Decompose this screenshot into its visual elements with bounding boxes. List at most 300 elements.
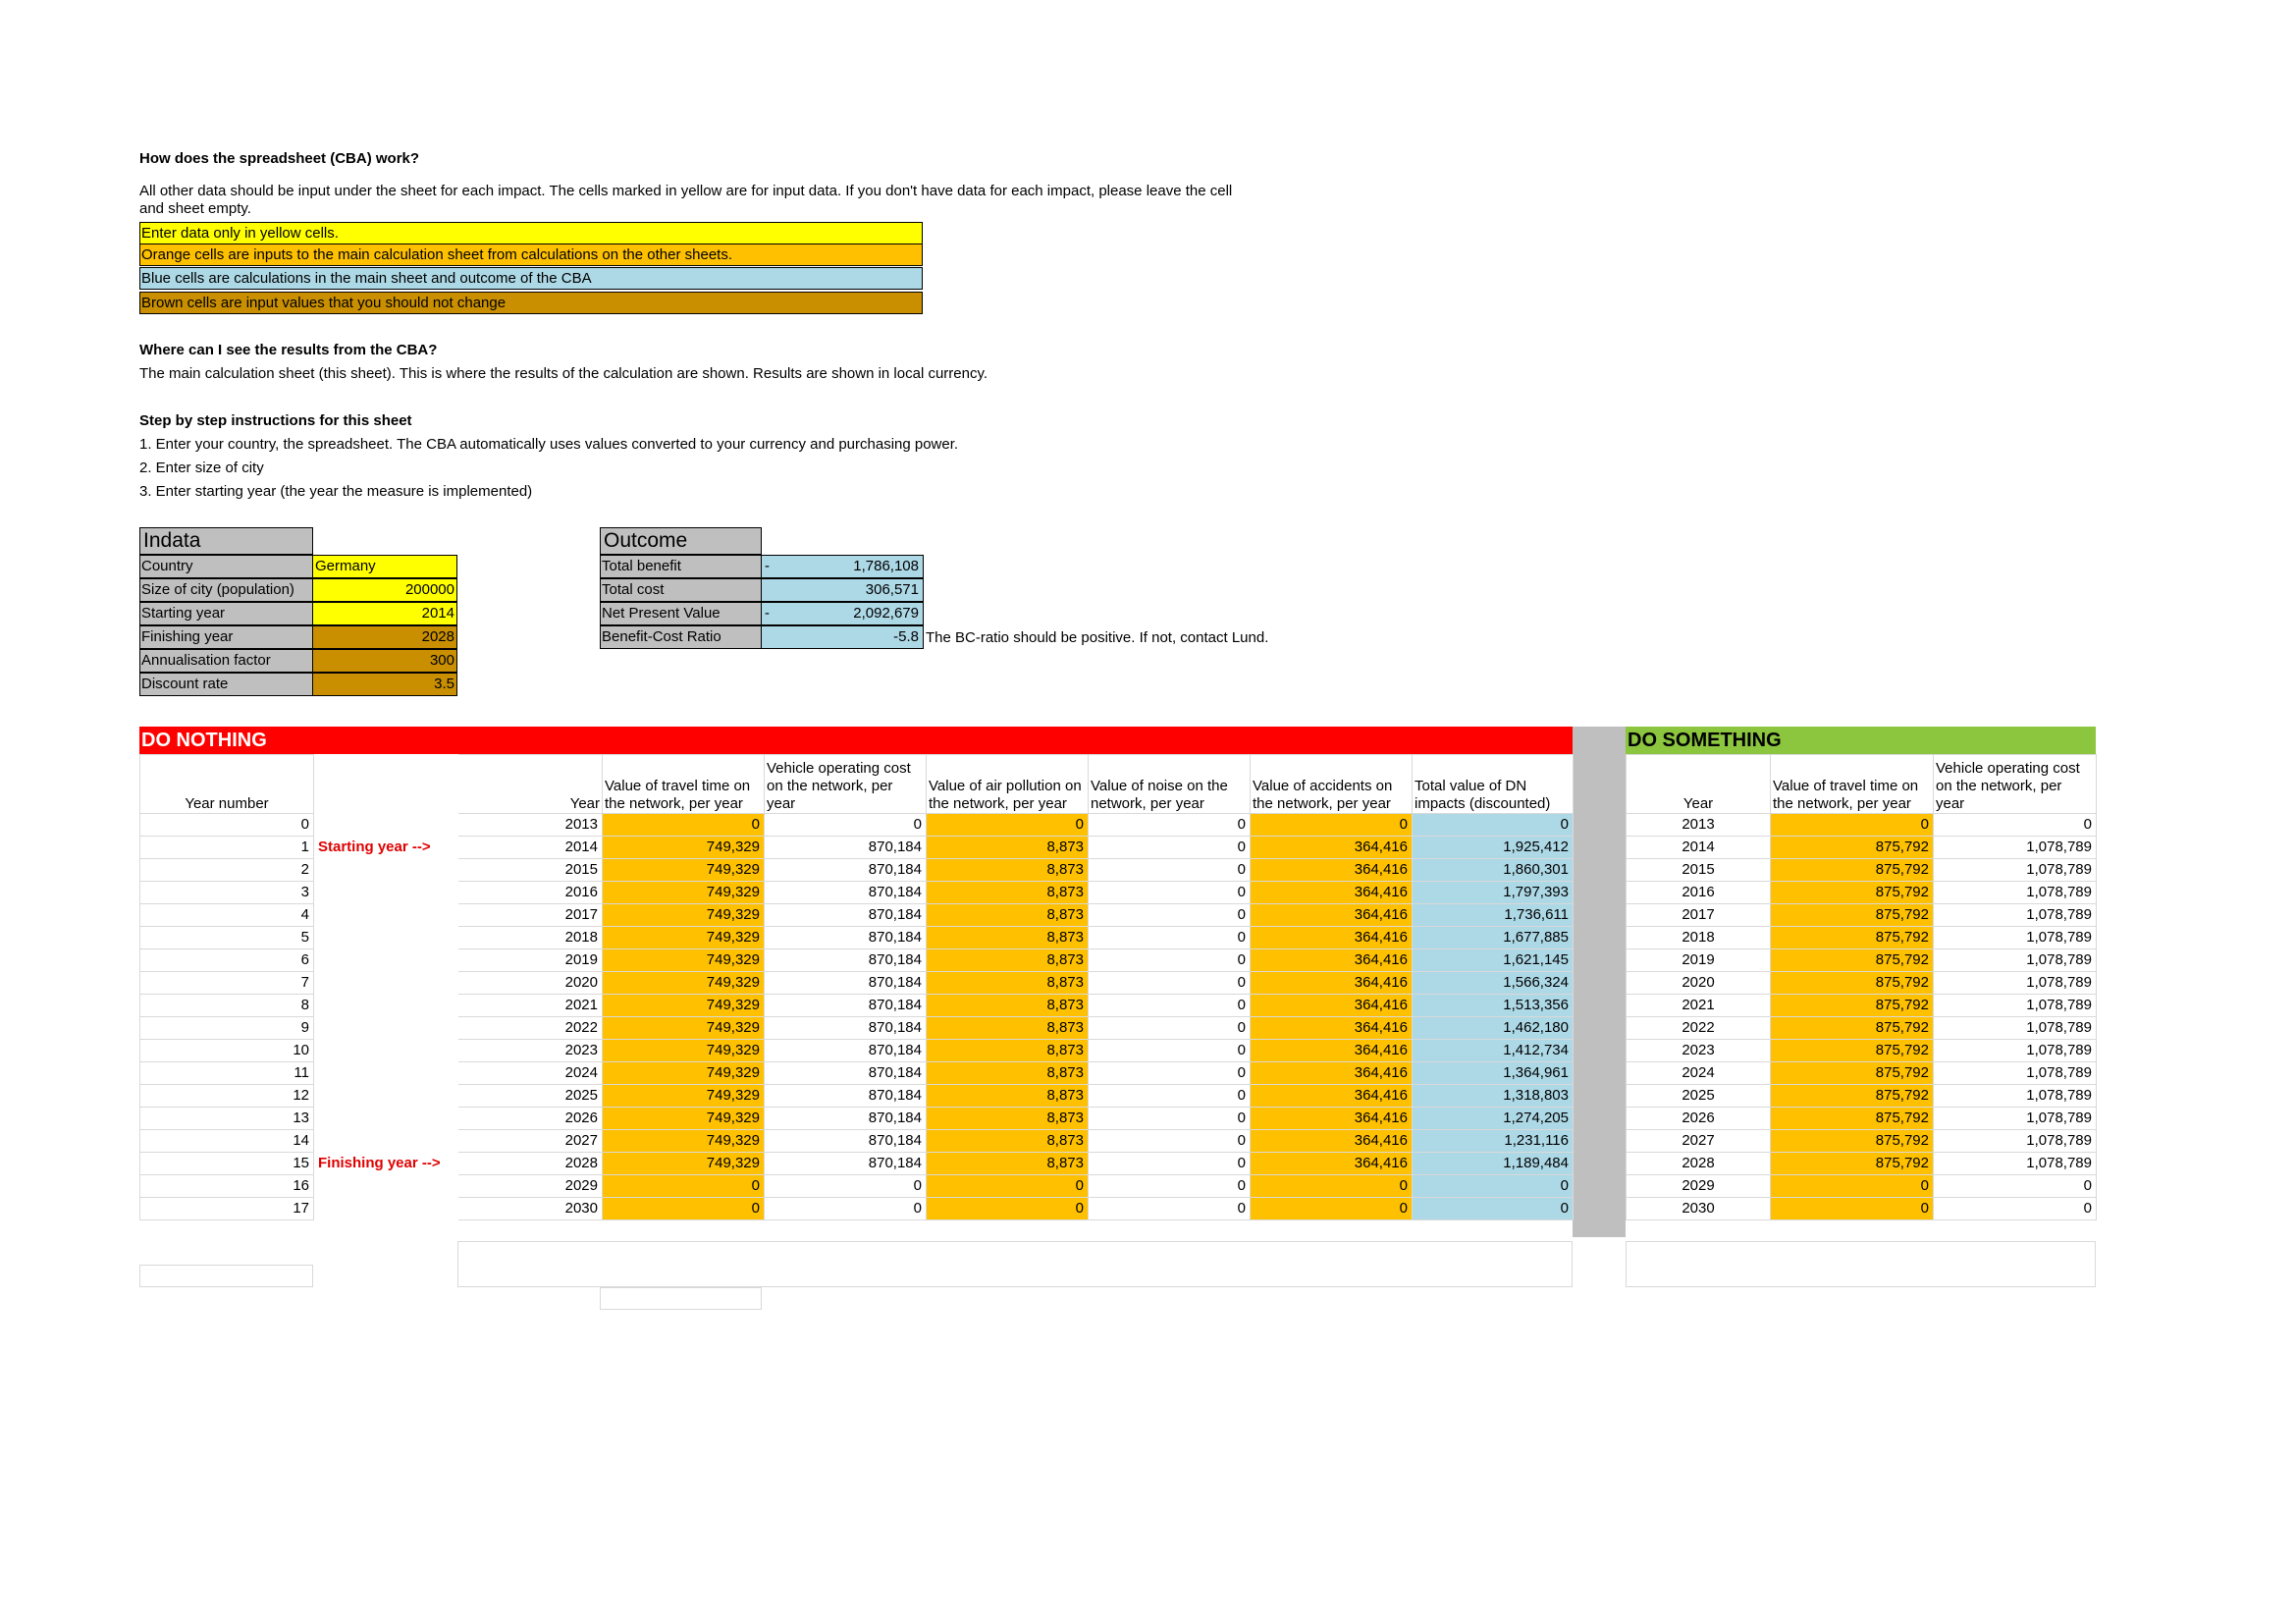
dn-noise: 0: [1089, 995, 1251, 1017]
dn-year: 2013: [458, 814, 603, 837]
do-something-banner: [1626, 727, 2096, 754]
dn-year: 2020: [458, 972, 603, 995]
outcome-number: 306,571: [865, 581, 919, 598]
dn-marker: [314, 927, 458, 949]
dn-accidents: 0: [1251, 1175, 1413, 1198]
empty-grid-area: [1626, 1241, 2096, 1287]
table-row: [140, 837, 1574, 859]
table-row: [1627, 1062, 2097, 1085]
do-nothing-banner: [139, 727, 1573, 754]
dn-year: 2029: [458, 1175, 603, 1198]
dn-noise: 0: [1089, 837, 1251, 859]
dn-travel-time: 749,329: [603, 1153, 765, 1175]
table-row: [140, 814, 1574, 837]
dn-marker: [314, 1198, 458, 1220]
legend-orange: Orange cells are inputs to the main calculation sheet from calculations on the other sheets.: [139, 244, 923, 266]
ds-travel-time: 875,792: [1771, 1040, 1934, 1062]
table-row: [140, 859, 1574, 882]
dn-total: 1,318,803: [1413, 1085, 1574, 1108]
dn-year-number: 13: [140, 1108, 314, 1130]
dn-year: 2018: [458, 927, 603, 949]
indata-title: Indata: [139, 527, 313, 555]
dn-travel-time: 0: [603, 1175, 765, 1198]
table-row: [1627, 995, 2097, 1017]
table-row: [1627, 949, 2097, 972]
dn-air-pollution: 8,873: [927, 859, 1089, 882]
ds-year: 2016: [1627, 882, 1771, 904]
ds-travel-time: 0: [1771, 1175, 1934, 1198]
dn-year-number: 8: [140, 995, 314, 1017]
header-blank: [314, 755, 458, 814]
table-row: [140, 972, 1574, 995]
do-nothing-title: DO NOTHING: [141, 730, 267, 751]
dn-travel-time: 749,329: [603, 1017, 765, 1040]
table-row: [1627, 882, 2097, 904]
table-row: [1627, 814, 2097, 837]
outcome-label: Net Present Value: [600, 602, 762, 625]
dn-vehicle-cost: 870,184: [765, 972, 927, 995]
ds-travel-time: 875,792: [1771, 1130, 1934, 1153]
ds-vehicle-cost: 1,078,789: [1934, 882, 2097, 904]
indata-label: Size of city (population): [139, 578, 313, 602]
legend-blue: Blue cells are calculations in the main sheet and outcome of the CBA: [139, 267, 923, 290]
dn-noise: 0: [1089, 1040, 1251, 1062]
dn-total: 0: [1413, 1198, 1574, 1220]
ds-vehicle-cost: 1,078,789: [1934, 1108, 2097, 1130]
indata-value: 2028: [312, 625, 457, 649]
dn-air-pollution: 8,873: [927, 995, 1089, 1017]
dn-year-number: 6: [140, 949, 314, 972]
dn-marker: [314, 1130, 458, 1153]
ds-year: 2026: [1627, 1108, 1771, 1130]
ds-year: 2027: [1627, 1130, 1771, 1153]
dn-total: 1,736,611: [1413, 904, 1574, 927]
table-row: [140, 995, 1574, 1017]
indata-label: Starting year: [139, 602, 313, 625]
dn-total: 1,462,180: [1413, 1017, 1574, 1040]
dn-vehicle-cost: 0: [765, 814, 927, 837]
ds-vehicle-cost: 1,078,789: [1934, 1040, 2097, 1062]
dn-total: 1,513,356: [1413, 995, 1574, 1017]
ds-year: 2029: [1627, 1175, 1771, 1198]
ds-vehicle-cost: 1,078,789: [1934, 1085, 2097, 1108]
dn-air-pollution: 8,873: [927, 949, 1089, 972]
ds-vehicle-cost: 1,078,789: [1934, 904, 2097, 927]
dn-travel-time: 749,329: [603, 995, 765, 1017]
ds-vehicle-cost: 1,078,789: [1934, 859, 2097, 882]
ds-travel-time: 875,792: [1771, 1062, 1934, 1085]
dn-year-number: 10: [140, 1040, 314, 1062]
ds-year: 2019: [1627, 949, 1771, 972]
dn-accidents: 364,416: [1251, 837, 1413, 859]
dn-vehicle-cost: 870,184: [765, 1153, 927, 1175]
table-row: [1627, 1175, 2097, 1198]
dn-noise: 0: [1089, 1198, 1251, 1220]
dn-year: 2030: [458, 1198, 603, 1220]
dn-noise: 0: [1089, 904, 1251, 927]
table-row: [1627, 904, 2097, 927]
dn-vehicle-cost: 870,184: [765, 837, 927, 859]
table-row: [140, 1085, 1574, 1108]
ds-year: 2023: [1627, 1040, 1771, 1062]
dn-year-number: 11: [140, 1062, 314, 1085]
dn-air-pollution: 8,873: [927, 1017, 1089, 1040]
dn-year: 2019: [458, 949, 603, 972]
table-row: [140, 1108, 1574, 1130]
dn-accidents: 364,416: [1251, 1062, 1413, 1085]
indata-label: Annualisation factor: [139, 649, 313, 673]
outcome-label: Total cost: [600, 578, 762, 602]
dn-noise: 0: [1089, 882, 1251, 904]
ds-vehicle-cost: 1,078,789: [1934, 949, 2097, 972]
dn-year-number: 16: [140, 1175, 314, 1198]
dn-accidents: 0: [1251, 1198, 1413, 1220]
dn-year-number: 5: [140, 927, 314, 949]
step-2: 2. Enter size of city: [139, 460, 264, 476]
dn-noise: 0: [1089, 1153, 1251, 1175]
ds-travel-time: 875,792: [1771, 1085, 1934, 1108]
dn-marker: [314, 882, 458, 904]
dn-year: 2025: [458, 1085, 603, 1108]
indata-value[interactable]: 2014: [312, 602, 457, 625]
dn-marker: [314, 859, 458, 882]
dn-vehicle-cost: 870,184: [765, 927, 927, 949]
indata-value: 300: [312, 649, 457, 673]
ds-vehicle-cost: 0: [1934, 1198, 2097, 1220]
dn-vehicle-cost: 870,184: [765, 1130, 927, 1153]
table-row: [140, 927, 1574, 949]
header-air-pollution: Value of air pollution on the network, per year: [927, 755, 1089, 814]
dn-year: 2023: [458, 1040, 603, 1062]
ds-travel-time: 875,792: [1771, 882, 1934, 904]
dn-marker: [314, 1040, 458, 1062]
dn-vehicle-cost: 870,184: [765, 1017, 927, 1040]
dn-year-number: 2: [140, 859, 314, 882]
do-something-title: DO SOMETHING: [1628, 730, 1782, 751]
dn-year-number: 17: [140, 1198, 314, 1220]
ds-vehicle-cost: 1,078,789: [1934, 1130, 2097, 1153]
table-row: [140, 882, 1574, 904]
dn-travel-time: 0: [603, 814, 765, 837]
ds-vehicle-cost: 0: [1934, 1175, 2097, 1198]
ds-year: 2030: [1627, 1198, 1771, 1220]
dn-air-pollution: 8,873: [927, 1040, 1089, 1062]
ds-vehicle-cost: 1,078,789: [1934, 1062, 2097, 1085]
dn-total: 1,797,393: [1413, 882, 1574, 904]
dn-noise: 0: [1089, 949, 1251, 972]
dn-noise: 0: [1089, 1175, 1251, 1198]
dn-noise: 0: [1089, 1017, 1251, 1040]
dn-marker: [314, 1108, 458, 1130]
ds-year: 2025: [1627, 1085, 1771, 1108]
dn-accidents: 364,416: [1251, 1108, 1413, 1130]
dn-air-pollution: 8,873: [927, 904, 1089, 927]
ds-travel-time: 875,792: [1771, 972, 1934, 995]
dn-travel-time: 749,329: [603, 859, 765, 882]
ds-header-vehicle-cost: Vehicle operating cost on the network, per year: [1934, 755, 2097, 814]
empty-grid-area: [457, 1241, 1573, 1287]
ds-vehicle-cost: 1,078,789: [1934, 837, 2097, 859]
dn-accidents: 364,416: [1251, 882, 1413, 904]
dn-year: 2028: [458, 1153, 603, 1175]
empty-cell: [139, 1265, 313, 1287]
dn-accidents: 364,416: [1251, 995, 1413, 1017]
dn-vehicle-cost: 0: [765, 1175, 927, 1198]
dn-air-pollution: 8,873: [927, 1108, 1089, 1130]
header-year: Year: [458, 755, 603, 814]
ds-travel-time: 875,792: [1771, 949, 1934, 972]
table-row: [1627, 859, 2097, 882]
dn-vehicle-cost: 870,184: [765, 1040, 927, 1062]
header-travel-time: Value of travel time on the network, per year: [603, 755, 765, 814]
dn-air-pollution: 8,873: [927, 1085, 1089, 1108]
legend-yellow: Enter data only in yellow cells.: [139, 222, 923, 244]
indata-value: 3.5: [312, 673, 457, 696]
dn-year: 2016: [458, 882, 603, 904]
ds-year: 2014: [1627, 837, 1771, 859]
dn-air-pollution: 0: [927, 814, 1089, 837]
dn-vehicle-cost: 870,184: [765, 1062, 927, 1085]
ds-year: 2015: [1627, 859, 1771, 882]
ds-year: 2017: [1627, 904, 1771, 927]
intro-paragraph-line1: All other data should be input under the sheet for each impact. The cells marked in yellow are for input data. If you don't have data for each impact, please leave the cell: [139, 183, 1233, 199]
step-3: 3. Enter starting year (the year the measure is implemented): [139, 483, 533, 500]
dn-year: 2024: [458, 1062, 603, 1085]
dn-marker: Starting year -->: [318, 839, 431, 855]
dn-accidents: 364,416: [1251, 859, 1413, 882]
dn-year-number: 1: [140, 837, 314, 859]
header-year-number: Year number: [140, 755, 314, 814]
table-row: [1627, 1198, 2097, 1220]
outcome-label: Benefit-Cost Ratio: [600, 625, 762, 649]
outcome-value: [761, 602, 924, 625]
dn-total: 0: [1413, 1175, 1574, 1198]
dn-travel-time: 749,329: [603, 1108, 765, 1130]
dn-travel-time: 749,329: [603, 972, 765, 995]
dn-travel-time: 749,329: [603, 927, 765, 949]
indata-label: Finishing year: [139, 625, 313, 649]
dn-accidents: 364,416: [1251, 1085, 1413, 1108]
ds-vehicle-cost: 1,078,789: [1934, 1017, 2097, 1040]
heading-how-it-works: How does the spreadsheet (CBA) work?: [139, 150, 420, 167]
dn-year-number: 9: [140, 1017, 314, 1040]
dn-total: 1,412,734: [1413, 1040, 1574, 1062]
dn-total: 1,925,412: [1413, 837, 1574, 859]
header-accidents: Value of accidents on the network, per year: [1251, 755, 1413, 814]
dn-year-number: 0: [140, 814, 314, 837]
dn-travel-time: 749,329: [603, 837, 765, 859]
dn-noise: 0: [1089, 1130, 1251, 1153]
dn-total: 1,189,484: [1413, 1153, 1574, 1175]
ds-year: 2013: [1627, 814, 1771, 837]
ds-travel-time: 875,792: [1771, 1153, 1934, 1175]
dn-marker: [314, 949, 458, 972]
dn-accidents: 364,416: [1251, 1040, 1413, 1062]
empty-cell: [600, 1287, 762, 1310]
table-row: [140, 1198, 1574, 1220]
dn-air-pollution: 8,873: [927, 1062, 1089, 1085]
ds-header-year: Year: [1627, 755, 1771, 814]
table-row: [1627, 1040, 2097, 1062]
header-vehicle-cost: Vehicle operating cost on the network, per year: [765, 755, 927, 814]
ds-vehicle-cost: 0: [1934, 814, 2097, 837]
indata-label: Discount rate: [139, 673, 313, 696]
ds-vehicle-cost: 1,078,789: [1934, 972, 2097, 995]
outcome-sign: -: [765, 558, 770, 574]
table-row: [1627, 1130, 2097, 1153]
dn-year-number: 14: [140, 1130, 314, 1153]
table-row: [1627, 1017, 2097, 1040]
results-paragraph: The main calculation sheet (this sheet). This is where the results of the calculation are shown. Results are shown in local currency.: [139, 365, 988, 382]
outcome-number: -5.8: [893, 628, 919, 645]
indata-value[interactable]: 200000: [312, 578, 457, 602]
dn-air-pollution: 8,873: [927, 972, 1089, 995]
ds-travel-time: 0: [1771, 1198, 1934, 1220]
table-row: [1627, 1108, 2097, 1130]
dn-accidents: 0: [1251, 814, 1413, 837]
table-row: [140, 1040, 1574, 1062]
dn-accidents: 364,416: [1251, 1017, 1413, 1040]
ds-year: 2028: [1627, 1153, 1771, 1175]
dn-travel-time: 749,329: [603, 882, 765, 904]
dn-year: 2022: [458, 1017, 603, 1040]
dn-year-number: 3: [140, 882, 314, 904]
dn-year: 2026: [458, 1108, 603, 1130]
indata-label: Country: [139, 555, 313, 578]
intro-paragraph-line2: and sheet empty.: [139, 200, 251, 217]
dn-noise: 0: [1089, 972, 1251, 995]
dn-vehicle-cost: 870,184: [765, 859, 927, 882]
dn-total: 0: [1413, 814, 1574, 837]
separator-column: [1573, 727, 1626, 1237]
table-row: [140, 904, 1574, 927]
dn-marker: [314, 995, 458, 1017]
dn-noise: 0: [1089, 1085, 1251, 1108]
dn-noise: 0: [1089, 859, 1251, 882]
dn-accidents: 364,416: [1251, 1130, 1413, 1153]
ds-vehicle-cost: 1,078,789: [1934, 927, 2097, 949]
dn-travel-time: 749,329: [603, 1085, 765, 1108]
dn-vehicle-cost: 870,184: [765, 949, 927, 972]
dn-accidents: 364,416: [1251, 949, 1413, 972]
table-row: [1627, 1153, 2097, 1175]
dn-marker: [314, 1175, 458, 1198]
dn-noise: 0: [1089, 927, 1251, 949]
header-noise: Value of noise on the network, per year: [1089, 755, 1251, 814]
dn-marker: Finishing year -->: [318, 1155, 441, 1171]
bc-ratio-note: The BC-ratio should be positive. If not, contact Lund.: [926, 629, 1269, 646]
outcome-number: 2,092,679: [853, 605, 919, 622]
dn-year-number: 15: [140, 1153, 314, 1175]
ds-year: 2021: [1627, 995, 1771, 1017]
ds-header-travel-time: Value of travel time on the network, per year: [1771, 755, 1934, 814]
dn-marker: [314, 1062, 458, 1085]
ds-year: 2020: [1627, 972, 1771, 995]
dn-vehicle-cost: 0: [765, 1198, 927, 1220]
dn-travel-time: 0: [603, 1198, 765, 1220]
dn-year: 2014: [458, 837, 603, 859]
outcome-value: [761, 625, 924, 649]
dn-year-number: 7: [140, 972, 314, 995]
dn-year: 2017: [458, 904, 603, 927]
table-row: [1627, 972, 2097, 995]
outcome-sign: -: [765, 605, 770, 622]
dn-vehicle-cost: 870,184: [765, 904, 927, 927]
ds-travel-time: 875,792: [1771, 995, 1934, 1017]
table-row: [140, 949, 1574, 972]
ds-travel-time: 875,792: [1771, 1108, 1934, 1130]
dn-marker: [314, 972, 458, 995]
outcome-value: [761, 555, 924, 578]
table-row: [140, 1062, 1574, 1085]
dn-travel-time: 749,329: [603, 904, 765, 927]
dn-total: 1,860,301: [1413, 859, 1574, 882]
outcome-value: [761, 578, 924, 602]
dn-air-pollution: 8,873: [927, 927, 1089, 949]
dn-air-pollution: 8,873: [927, 882, 1089, 904]
dn-vehicle-cost: 870,184: [765, 995, 927, 1017]
dn-year: 2021: [458, 995, 603, 1017]
ds-vehicle-cost: 1,078,789: [1934, 995, 2097, 1017]
dn-total: 1,364,961: [1413, 1062, 1574, 1085]
ds-travel-time: 0: [1771, 814, 1934, 837]
dn-air-pollution: 0: [927, 1175, 1089, 1198]
dn-travel-time: 749,329: [603, 1040, 765, 1062]
table-row: [140, 1130, 1574, 1153]
dn-accidents: 364,416: [1251, 1153, 1413, 1175]
outcome-number: 1,786,108: [853, 558, 919, 574]
dn-year: 2027: [458, 1130, 603, 1153]
table-row: [140, 1017, 1574, 1040]
dn-air-pollution: 0: [927, 1198, 1089, 1220]
dn-marker: [314, 904, 458, 927]
dn-marker: [314, 814, 458, 837]
step-1: 1. Enter your country, the spreadsheet. The CBA automatically uses values converted to your currency and purchasing power.: [139, 436, 959, 453]
dn-accidents: 364,416: [1251, 972, 1413, 995]
legend-brown: Brown cells are input values that you should not change: [139, 292, 923, 314]
do-something-header-row: [1627, 755, 2097, 814]
dn-year-number: 12: [140, 1085, 314, 1108]
do-nothing-table: [139, 754, 1574, 1220]
dn-accidents: 364,416: [1251, 927, 1413, 949]
heading-results: Where can I see the results from the CBA?: [139, 342, 438, 358]
do-something-table: [1626, 754, 2097, 1220]
dn-total: 1,274,205: [1413, 1108, 1574, 1130]
outcome-title: Outcome: [600, 527, 762, 555]
dn-marker: [314, 1085, 458, 1108]
table-row: [140, 1153, 1574, 1175]
dn-travel-time: 749,329: [603, 1062, 765, 1085]
dn-total: 1,566,324: [1413, 972, 1574, 995]
dn-noise: 0: [1089, 814, 1251, 837]
dn-accidents: 364,416: [1251, 904, 1413, 927]
dn-air-pollution: 8,873: [927, 1130, 1089, 1153]
ds-vehicle-cost: 1,078,789: [1934, 1153, 2097, 1175]
dn-air-pollution: 8,873: [927, 837, 1089, 859]
dn-travel-time: 749,329: [603, 949, 765, 972]
dn-vehicle-cost: 870,184: [765, 1085, 927, 1108]
dn-noise: 0: [1089, 1062, 1251, 1085]
ds-year: 2022: [1627, 1017, 1771, 1040]
ds-year: 2024: [1627, 1062, 1771, 1085]
dn-year: 2015: [458, 859, 603, 882]
heading-steps: Step by step instructions for this sheet: [139, 412, 412, 429]
ds-travel-time: 875,792: [1771, 904, 1934, 927]
dn-travel-time: 749,329: [603, 1130, 765, 1153]
indata-value[interactable]: Germany: [312, 555, 457, 578]
header-total-dn: Total value of DN impacts (discounted): [1413, 755, 1574, 814]
dn-noise: 0: [1089, 1108, 1251, 1130]
